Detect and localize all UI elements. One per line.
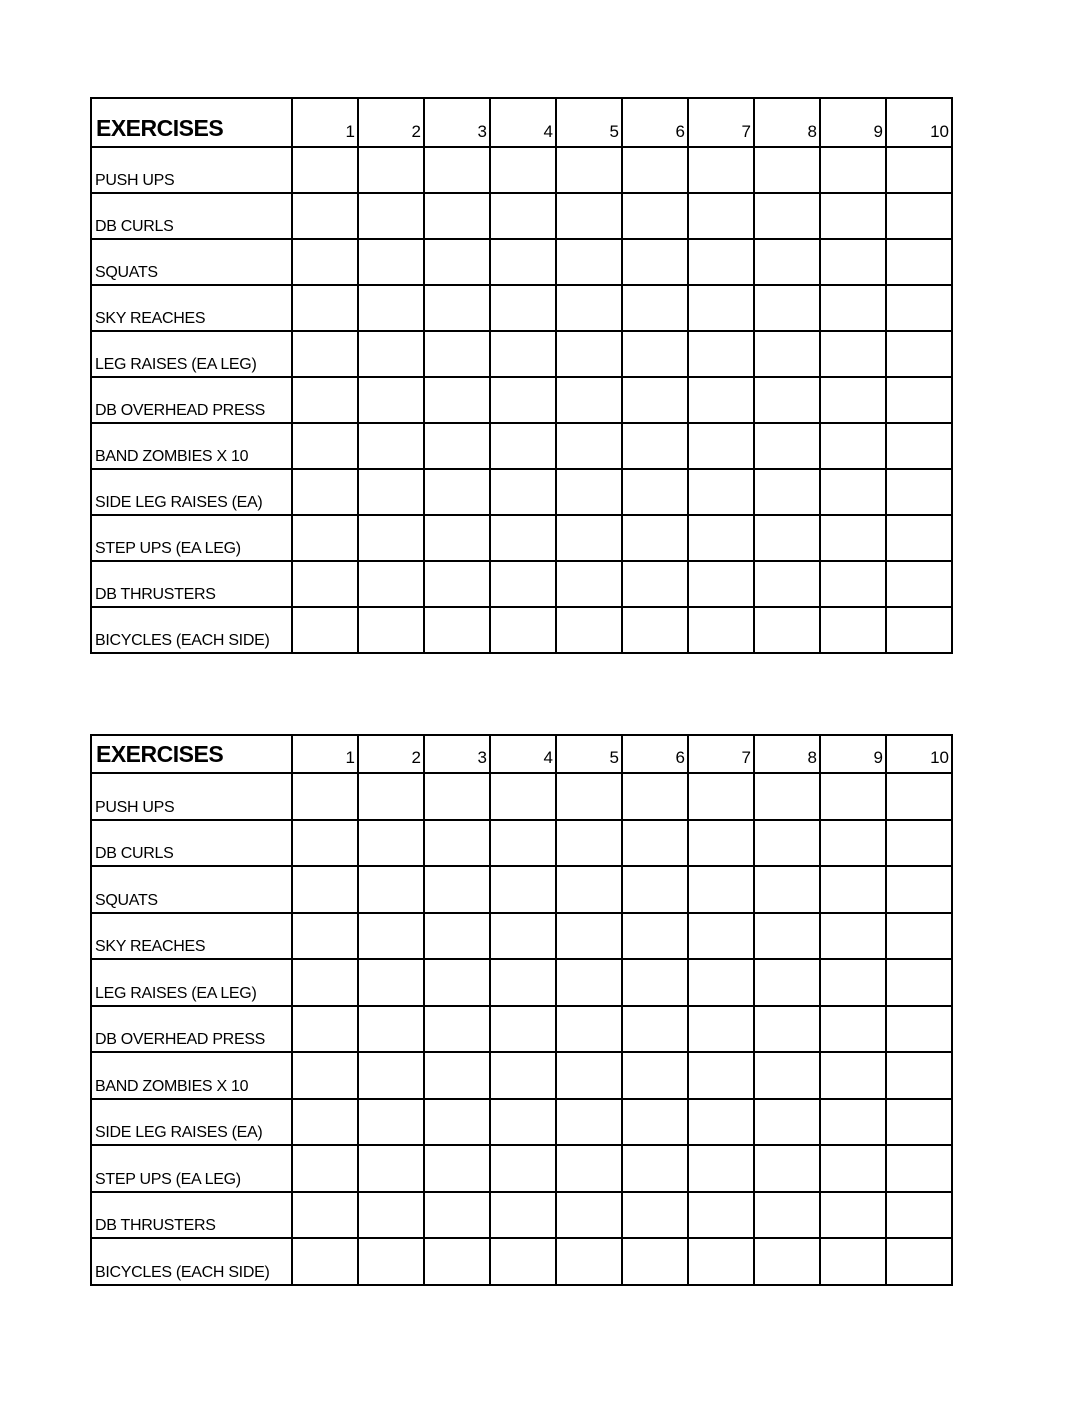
log-cell-set-9[interactable] — [820, 193, 886, 239]
exercise-rows — [91, 147, 952, 653]
table-row — [91, 377, 952, 423]
log-cell-set-1[interactable] — [292, 561, 358, 607]
log-cell-set-4[interactable] — [490, 285, 556, 331]
exercise-name: LEG RAISES (EA LEG) — [91, 959, 292, 1006]
log-cell-set-9[interactable] — [820, 285, 886, 331]
table-row — [91, 331, 952, 377]
log-cell-set-6[interactable] — [622, 377, 688, 423]
log-cell-set-8[interactable] — [754, 561, 820, 607]
log-cell-set-6[interactable] — [622, 1192, 688, 1239]
log-cell-set-8[interactable] — [754, 193, 820, 239]
log-cell-set-5[interactable] — [556, 239, 622, 285]
log-cell-set-5[interactable] — [556, 773, 622, 820]
log-cell-set-4[interactable] — [490, 1145, 556, 1192]
log-cell-set-10[interactable] — [886, 1238, 952, 1285]
log-cell-set-5[interactable] — [556, 1099, 622, 1146]
exercise-name: DB OVERHEAD PRESS — [91, 377, 292, 423]
log-cell-set-7[interactable] — [688, 913, 754, 960]
log-cell-set-7[interactable] — [688, 469, 754, 515]
log-cell-set-10[interactable] — [886, 285, 952, 331]
log-cell-set-1[interactable] — [292, 866, 358, 913]
exercise-name: SIDE LEG RAISES (EA) — [91, 1099, 292, 1146]
log-cell-set-10[interactable] — [886, 423, 952, 469]
log-cell-set-6[interactable] — [622, 1099, 688, 1146]
exercise-name: SKY REACHES — [91, 913, 292, 960]
log-cell-set-1[interactable] — [292, 147, 358, 193]
column-header-6: 6 — [622, 735, 688, 773]
log-cell-set-2[interactable] — [358, 1192, 424, 1239]
log-cell-set-1[interactable] — [292, 773, 358, 820]
log-cell-set-2[interactable] — [358, 193, 424, 239]
column-header-5: 5 — [556, 98, 622, 147]
exercise-name: LEG RAISES (EA LEG) — [91, 331, 292, 377]
log-cell-set-3[interactable] — [424, 1052, 490, 1099]
log-cell-set-3[interactable] — [424, 1006, 490, 1053]
log-cell-set-9[interactable] — [820, 147, 886, 193]
log-cell-set-4[interactable] — [490, 1192, 556, 1239]
log-cell-set-3[interactable] — [424, 959, 490, 1006]
log-cell-set-2[interactable] — [358, 820, 424, 867]
exercise-name: PUSH UPS — [91, 773, 292, 820]
log-cell-set-8[interactable] — [754, 773, 820, 820]
log-cell-set-10[interactable] — [886, 1145, 952, 1192]
log-cell-set-3[interactable] — [424, 469, 490, 515]
log-cell-set-4[interactable] — [490, 239, 556, 285]
log-cell-set-1[interactable] — [292, 193, 358, 239]
log-cell-set-7[interactable] — [688, 1145, 754, 1192]
log-cell-set-5[interactable] — [556, 561, 622, 607]
column-header-9: 9 — [820, 735, 886, 773]
log-cell-set-6[interactable] — [622, 331, 688, 377]
exercise-name: SKY REACHES — [91, 285, 292, 331]
log-cell-set-5[interactable] — [556, 423, 622, 469]
exercise-name: STEP UPS (EA LEG) — [91, 515, 292, 561]
log-cell-set-5[interactable] — [556, 959, 622, 1006]
exercise-name: SQUATS — [91, 239, 292, 285]
log-cell-set-1[interactable] — [292, 1145, 358, 1192]
log-cell-set-4[interactable] — [490, 561, 556, 607]
log-cell-set-3[interactable] — [424, 1238, 490, 1285]
log-cell-set-10[interactable] — [886, 193, 952, 239]
exercise-name: BICYCLES (EACH SIDE) — [91, 1238, 292, 1285]
log-cell-set-4[interactable] — [490, 469, 556, 515]
log-cell-set-9[interactable] — [820, 1238, 886, 1285]
log-cell-set-7[interactable] — [688, 515, 754, 561]
log-cell-set-9[interactable] — [820, 773, 886, 820]
exercise-name: BAND ZOMBIES X 10 — [91, 423, 292, 469]
log-cell-set-5[interactable] — [556, 1006, 622, 1053]
log-cell-set-4[interactable] — [490, 866, 556, 913]
log-cell-set-10[interactable] — [886, 959, 952, 1006]
log-cell-set-1[interactable] — [292, 607, 358, 653]
log-cell-set-10[interactable] — [886, 607, 952, 653]
log-cell-set-7[interactable] — [688, 607, 754, 653]
column-header-1: 1 — [292, 735, 358, 773]
table-row — [91, 1006, 952, 1053]
log-cell-set-6[interactable] — [622, 515, 688, 561]
log-cell-set-4[interactable] — [490, 147, 556, 193]
log-cell-set-5[interactable] — [556, 331, 622, 377]
table-row — [91, 469, 952, 515]
log-cell-set-9[interactable] — [820, 866, 886, 913]
log-cell-set-7[interactable] — [688, 285, 754, 331]
log-cell-set-8[interactable] — [754, 1099, 820, 1146]
table-row — [91, 913, 952, 960]
log-cell-set-7[interactable] — [688, 1238, 754, 1285]
log-cell-set-3[interactable] — [424, 423, 490, 469]
table-title: EXERCISES — [91, 735, 292, 773]
log-cell-set-4[interactable] — [490, 377, 556, 423]
log-cell-set-1[interactable] — [292, 377, 358, 423]
log-cell-set-7[interactable] — [688, 959, 754, 1006]
log-cell-set-8[interactable] — [754, 1238, 820, 1285]
table-row — [91, 1192, 952, 1239]
log-cell-set-5[interactable] — [556, 913, 622, 960]
log-cell-set-8[interactable] — [754, 1145, 820, 1192]
log-cell-set-5[interactable] — [556, 469, 622, 515]
log-cell-set-8[interactable] — [754, 423, 820, 469]
log-cell-set-3[interactable] — [424, 866, 490, 913]
log-cell-set-6[interactable] — [622, 1006, 688, 1053]
log-cell-set-2[interactable] — [358, 561, 424, 607]
log-cell-set-9[interactable] — [820, 913, 886, 960]
log-cell-set-7[interactable] — [688, 820, 754, 867]
log-cell-set-4[interactable] — [490, 607, 556, 653]
log-cell-set-10[interactable] — [886, 1099, 952, 1146]
log-cell-set-8[interactable] — [754, 147, 820, 193]
log-cell-set-2[interactable] — [358, 377, 424, 423]
log-cell-set-3[interactable] — [424, 239, 490, 285]
log-cell-set-5[interactable] — [556, 866, 622, 913]
log-cell-set-1[interactable] — [292, 285, 358, 331]
column-header-1: 1 — [292, 98, 358, 147]
log-cell-set-9[interactable] — [820, 331, 886, 377]
log-cell-set-1[interactable] — [292, 239, 358, 285]
column-header-8: 8 — [754, 98, 820, 147]
exercise-name: BICYCLES (EACH SIDE) — [91, 607, 292, 653]
log-cell-set-1[interactable] — [292, 331, 358, 377]
log-cell-set-5[interactable] — [556, 515, 622, 561]
log-cell-set-6[interactable] — [622, 607, 688, 653]
log-cell-set-6[interactable] — [622, 1238, 688, 1285]
log-cell-set-7[interactable] — [688, 331, 754, 377]
log-cell-set-3[interactable] — [424, 1099, 490, 1146]
log-cell-set-6[interactable] — [622, 820, 688, 867]
column-header-7: 7 — [688, 98, 754, 147]
log-cell-set-1[interactable] — [292, 1192, 358, 1239]
log-cell-set-6[interactable] — [622, 423, 688, 469]
log-cell-set-7[interactable] — [688, 1099, 754, 1146]
exercise-name: DB CURLS — [91, 820, 292, 867]
log-cell-set-2[interactable] — [358, 285, 424, 331]
table-row — [91, 959, 952, 1006]
log-cell-set-10[interactable] — [886, 773, 952, 820]
log-cell-set-1[interactable] — [292, 959, 358, 1006]
log-cell-set-1[interactable] — [292, 515, 358, 561]
exercise-name: DB CURLS — [91, 193, 292, 239]
log-cell-set-7[interactable] — [688, 147, 754, 193]
log-cell-set-2[interactable] — [358, 1145, 424, 1192]
log-cell-set-6[interactable] — [622, 561, 688, 607]
table-row — [91, 607, 952, 653]
log-cell-set-9[interactable] — [820, 1192, 886, 1239]
log-cell-set-7[interactable] — [688, 866, 754, 913]
log-cell-set-10[interactable] — [886, 913, 952, 960]
log-cell-set-6[interactable] — [622, 1145, 688, 1192]
log-cell-set-3[interactable] — [424, 561, 490, 607]
exercise-name: DB OVERHEAD PRESS — [91, 1006, 292, 1053]
column-header-2: 2 — [358, 98, 424, 147]
log-cell-set-9[interactable] — [820, 377, 886, 423]
log-cell-set-9[interactable] — [820, 820, 886, 867]
log-cell-set-9[interactable] — [820, 959, 886, 1006]
log-cell-set-7[interactable] — [688, 561, 754, 607]
log-cell-set-3[interactable] — [424, 913, 490, 960]
table-row — [91, 515, 952, 561]
log-cell-set-5[interactable] — [556, 820, 622, 867]
exercise-name: PUSH UPS — [91, 147, 292, 193]
log-cell-set-6[interactable] — [622, 147, 688, 193]
log-cell-set-7[interactable] — [688, 773, 754, 820]
log-cell-set-8[interactable] — [754, 331, 820, 377]
column-header-6: 6 — [622, 98, 688, 147]
log-cell-set-9[interactable] — [820, 1145, 886, 1192]
log-cell-set-6[interactable] — [622, 469, 688, 515]
log-cell-set-9[interactable] — [820, 1052, 886, 1099]
log-cell-set-3[interactable] — [424, 773, 490, 820]
column-header-2: 2 — [358, 735, 424, 773]
log-cell-set-4[interactable] — [490, 820, 556, 867]
log-cell-set-9[interactable] — [820, 239, 886, 285]
log-cell-set-7[interactable] — [688, 377, 754, 423]
exercise-name: SQUATS — [91, 866, 292, 913]
log-cell-set-6[interactable] — [622, 285, 688, 331]
log-cell-set-10[interactable] — [886, 866, 952, 913]
log-cell-set-10[interactable] — [886, 1192, 952, 1239]
log-cell-set-6[interactable] — [622, 866, 688, 913]
table-row — [91, 773, 952, 820]
log-cell-set-8[interactable] — [754, 820, 820, 867]
log-cell-set-1[interactable] — [292, 469, 358, 515]
log-cell-set-7[interactable] — [688, 1052, 754, 1099]
table-row — [91, 147, 952, 193]
log-cell-set-4[interactable] — [490, 1099, 556, 1146]
table-row — [91, 285, 952, 331]
log-cell-set-4[interactable] — [490, 1052, 556, 1099]
log-cell-set-2[interactable] — [358, 773, 424, 820]
log-cell-set-2[interactable] — [358, 1006, 424, 1053]
exercise-name: BAND ZOMBIES X 10 — [91, 1052, 292, 1099]
log-cell-set-5[interactable] — [556, 607, 622, 653]
log-cell-set-2[interactable] — [358, 515, 424, 561]
log-cell-set-9[interactable] — [820, 515, 886, 561]
log-cell-set-5[interactable] — [556, 1238, 622, 1285]
log-cell-set-8[interactable] — [754, 607, 820, 653]
log-cell-set-10[interactable] — [886, 1006, 952, 1053]
exercise-log-table-2 — [90, 734, 953, 1286]
log-cell-set-4[interactable] — [490, 1006, 556, 1053]
log-cell-set-3[interactable] — [424, 1145, 490, 1192]
log-cell-set-6[interactable] — [622, 193, 688, 239]
log-cell-set-8[interactable] — [754, 377, 820, 423]
column-header-8: 8 — [754, 735, 820, 773]
log-cell-set-8[interactable] — [754, 285, 820, 331]
log-cell-set-6[interactable] — [622, 959, 688, 1006]
exercise-name: DB THRUSTERS — [91, 561, 292, 607]
log-cell-set-2[interactable] — [358, 331, 424, 377]
column-header-10: 10 — [886, 98, 952, 147]
log-cell-set-9[interactable] — [820, 469, 886, 515]
log-cell-set-8[interactable] — [754, 1006, 820, 1053]
column-header-4: 4 — [490, 98, 556, 147]
table-row — [91, 423, 952, 469]
log-cell-set-4[interactable] — [490, 913, 556, 960]
log-cell-set-1[interactable] — [292, 1238, 358, 1285]
log-cell-set-4[interactable] — [490, 193, 556, 239]
table-title: EXERCISES — [91, 98, 292, 147]
exercise-name: SIDE LEG RAISES (EA) — [91, 469, 292, 515]
table-row — [91, 239, 952, 285]
column-header-3: 3 — [424, 735, 490, 773]
column-header-3: 3 — [424, 98, 490, 147]
log-cell-set-10[interactable] — [886, 147, 952, 193]
log-cell-set-3[interactable] — [424, 193, 490, 239]
table-row — [91, 820, 952, 867]
log-cell-set-7[interactable] — [688, 193, 754, 239]
log-cell-set-10[interactable] — [886, 820, 952, 867]
log-cell-set-3[interactable] — [424, 377, 490, 423]
log-cell-set-7[interactable] — [688, 1192, 754, 1239]
log-cell-set-2[interactable] — [358, 423, 424, 469]
header-row — [91, 735, 952, 773]
log-cell-set-2[interactable] — [358, 959, 424, 1006]
log-cell-set-1[interactable] — [292, 423, 358, 469]
log-cell-set-1[interactable] — [292, 913, 358, 960]
table-row — [91, 1145, 952, 1192]
log-cell-set-1[interactable] — [292, 1052, 358, 1099]
log-cell-set-6[interactable] — [622, 1052, 688, 1099]
log-cell-set-2[interactable] — [358, 1052, 424, 1099]
column-header-7: 7 — [688, 735, 754, 773]
log-cell-set-6[interactable] — [622, 913, 688, 960]
log-cell-set-8[interactable] — [754, 1192, 820, 1239]
log-cell-set-3[interactable] — [424, 285, 490, 331]
log-cell-set-2[interactable] — [358, 1238, 424, 1285]
log-cell-set-5[interactable] — [556, 1145, 622, 1192]
log-cell-set-3[interactable] — [424, 147, 490, 193]
header-row — [91, 98, 952, 147]
column-header-4: 4 — [490, 735, 556, 773]
log-cell-set-5[interactable] — [556, 147, 622, 193]
log-cell-set-5[interactable] — [556, 1052, 622, 1099]
log-cell-set-9[interactable] — [820, 423, 886, 469]
log-cell-set-10[interactable] — [886, 515, 952, 561]
exercise-name: STEP UPS (EA LEG) — [91, 1145, 292, 1192]
column-header-5: 5 — [556, 735, 622, 773]
table-row — [91, 1052, 952, 1099]
exercise-rows — [91, 773, 952, 1285]
log-cell-set-1[interactable] — [292, 1006, 358, 1053]
log-cell-set-6[interactable] — [622, 773, 688, 820]
log-cell-set-3[interactable] — [424, 515, 490, 561]
log-cell-set-2[interactable] — [358, 866, 424, 913]
log-cell-set-10[interactable] — [886, 561, 952, 607]
log-cell-set-3[interactable] — [424, 1192, 490, 1239]
log-cell-set-10[interactable] — [886, 331, 952, 377]
log-cell-set-9[interactable] — [820, 1006, 886, 1053]
log-cell-set-2[interactable] — [358, 147, 424, 193]
log-cell-set-2[interactable] — [358, 607, 424, 653]
log-cell-set-8[interactable] — [754, 515, 820, 561]
log-cell-set-4[interactable] — [490, 423, 556, 469]
log-cell-set-8[interactable] — [754, 959, 820, 1006]
log-cell-set-2[interactable] — [358, 469, 424, 515]
log-cell-set-1[interactable] — [292, 1099, 358, 1146]
exercise-log-table-1 — [90, 97, 953, 654]
log-cell-set-2[interactable] — [358, 913, 424, 960]
log-cell-set-4[interactable] — [490, 515, 556, 561]
log-cell-set-5[interactable] — [556, 377, 622, 423]
exercise-name: DB THRUSTERS — [91, 1192, 292, 1239]
column-header-10: 10 — [886, 735, 952, 773]
column-header-9: 9 — [820, 98, 886, 147]
log-cell-set-4[interactable] — [490, 331, 556, 377]
log-cell-set-8[interactable] — [754, 1052, 820, 1099]
log-cell-set-4[interactable] — [490, 773, 556, 820]
log-cell-set-7[interactable] — [688, 1006, 754, 1053]
log-cell-set-10[interactable] — [886, 377, 952, 423]
log-cell-set-2[interactable] — [358, 239, 424, 285]
log-cell-set-7[interactable] — [688, 423, 754, 469]
log-cell-set-5[interactable] — [556, 1192, 622, 1239]
table-row — [91, 1099, 952, 1146]
log-cell-set-4[interactable] — [490, 1238, 556, 1285]
log-cell-set-9[interactable] — [820, 561, 886, 607]
log-cell-set-7[interactable] — [688, 239, 754, 285]
table-row — [91, 561, 952, 607]
log-cell-set-9[interactable] — [820, 607, 886, 653]
log-cell-set-3[interactable] — [424, 820, 490, 867]
log-cell-set-4[interactable] — [490, 959, 556, 1006]
log-cell-set-3[interactable] — [424, 607, 490, 653]
log-cell-set-10[interactable] — [886, 1052, 952, 1099]
table-row — [91, 866, 952, 913]
table-row — [91, 193, 952, 239]
log-cell-set-8[interactable] — [754, 866, 820, 913]
log-cell-set-5[interactable] — [556, 285, 622, 331]
log-cell-set-6[interactable] — [622, 239, 688, 285]
log-cell-set-10[interactable] — [886, 469, 952, 515]
log-cell-set-10[interactable] — [886, 239, 952, 285]
log-cell-set-8[interactable] — [754, 239, 820, 285]
log-cell-set-2[interactable] — [358, 1099, 424, 1146]
log-cell-set-1[interactable] — [292, 820, 358, 867]
log-cell-set-5[interactable] — [556, 193, 622, 239]
table-row — [91, 1238, 952, 1285]
log-cell-set-8[interactable] — [754, 469, 820, 515]
log-cell-set-3[interactable] — [424, 331, 490, 377]
log-cell-set-9[interactable] — [820, 1099, 886, 1146]
log-cell-set-8[interactable] — [754, 913, 820, 960]
